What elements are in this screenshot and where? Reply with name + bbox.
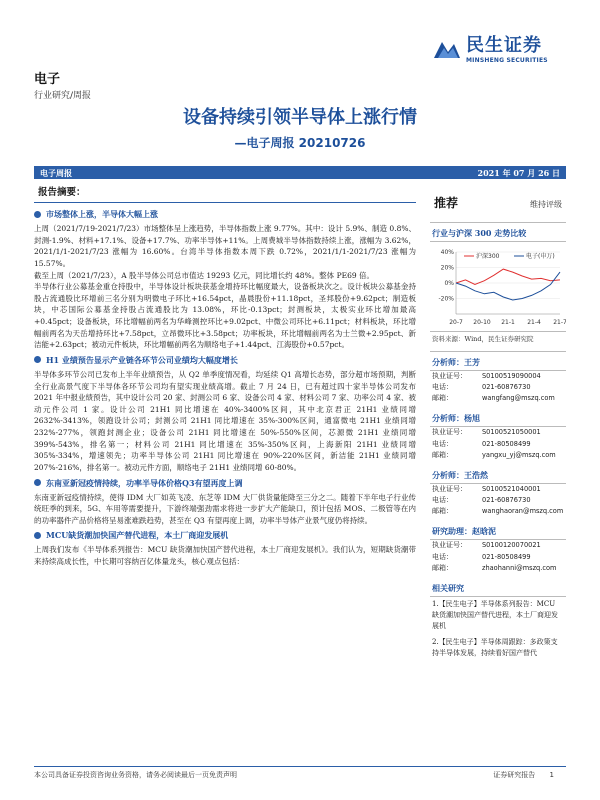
section-heading: H1 业绩预告显示产业链各环节公司业绩均大幅度增长 <box>34 354 416 366</box>
section-paragraph: 东南亚新冠疫情持续，使得 IDM 大厂如英飞凌、东芝等 IDM 大厂供货量能降至三分之二。随着下半年电子行业传统旺季的到来，5G、车用等需要提升，下游终端强劲需求将进一步扩大产能缺口，预计包括 MOS、二极管等在内的功率器件产品价格将呈易涨难跌趋势，甚至在 Q3 有望再度上调，功率半导体产业景气度仍将持续。 <box>34 492 416 525</box>
report-title: 设备持续引领半导体上涨行情 <box>183 107 417 128</box>
trend-chart-svg <box>430 242 566 332</box>
analyst-tel: 021-80508499 <box>482 552 531 561</box>
chart-y-tick-label: 0% <box>444 280 454 287</box>
rating-row <box>430 186 566 223</box>
related-item[interactable]: 1.【民生电子】半导体系列报告：MCU 缺货潮加快国产替代进程，本土厂商迎发展机 <box>432 600 558 631</box>
analyst-block: 分析师：王浩然 执业证号： S0100521040001 电话： 021-60876730 邮箱： wanghaoran@mszq.com <box>430 465 566 522</box>
summary-divider <box>34 202 416 203</box>
brand-name-cn: 民生证券 <box>466 35 542 56</box>
section-heading: 东南亚新冠疫情持续，功率半导体价格Q3有望再度上调 <box>34 477 416 489</box>
bar-report-date: 2021 年 07 月 26 日 <box>477 167 560 178</box>
bullet-icon <box>34 211 41 218</box>
summary-title: 报告摘要： <box>38 187 86 198</box>
analyst-tel: 021-60876730 <box>482 496 531 505</box>
bullet-icon <box>34 356 41 363</box>
analyst-cert: S0100521050001 <box>482 428 541 437</box>
footer-right <box>493 770 554 781</box>
brand-logo <box>432 36 548 65</box>
sidebar-panel <box>430 186 566 661</box>
chart-x-tick-label: 21-1 <box>501 319 515 326</box>
bullet-icon <box>34 479 41 486</box>
analyst-cert: S0100521040001 <box>482 484 541 493</box>
report-info-bar <box>34 166 566 179</box>
summary-body <box>34 205 416 568</box>
analyst-heading: 分析师：杨旭 <box>430 408 566 427</box>
analyst-tel: 021-60876730 <box>482 382 531 391</box>
analyst-cert: S0100120070021 <box>482 541 541 550</box>
section-paragraph: 截至上周（2021/7/23），A 股半导体公司总市值达 19293 亿元，同比增长约 48%。整体 PE69 倍。 <box>34 270 375 280</box>
analyst-email[interactable]: zhaohanni@mszq.com <box>482 563 557 572</box>
analyst-email[interactable]: wangfang@mszq.com <box>482 394 555 403</box>
industry-label: 电子 <box>34 72 61 87</box>
footer-divider <box>34 766 566 767</box>
analyst-block: 分析师：杨旭 执业证号： S0100521050001 电话： 021-80508499 邮箱： yangxu_yj@mszq.com <box>430 408 566 465</box>
chart-x-tick-label: 20-10 <box>473 319 491 326</box>
brand-name-en: MINSHENG SECURITIES <box>466 56 548 64</box>
analyst-list <box>430 352 566 578</box>
chart-legend-label: 沪深300 <box>476 253 500 260</box>
rating-main: 推荐 <box>434 196 459 210</box>
section-heading: MCU缺货潮加快国产替代进程，本土厂商迎发展机 <box>34 529 416 541</box>
analyst-cert: S0100519090004 <box>482 371 541 380</box>
section-paragraph: 上周我们发布《半导体系列报告：MCU 缺货潮加快国产替代进程，本土厂商迎发展机》。我们认为，短期缺货潮带来持续高成长性，中长期可容纳百亿体量龙头，核心观点包括： <box>34 545 416 566</box>
chart-series-line <box>456 269 560 284</box>
chart-series-line <box>456 272 560 300</box>
analyst-email[interactable]: yangxu_yj@mszq.com <box>482 450 556 459</box>
analyst-email[interactable]: wanghaoran@mszq.com <box>482 507 564 516</box>
chart-y-tick-label: 20% <box>440 264 454 272</box>
bar-report-name: 电子周报 <box>40 167 72 178</box>
footer-disclaimer: 本公司具备证券投资咨询业务资格，请务必阅读最后一页免责声明 <box>34 771 237 779</box>
report-subtitle: —电子周报 20210726 <box>234 136 366 150</box>
related-heading: 相关研究 <box>430 578 566 597</box>
related-item[interactable]: 2.【民生电子】半导体周跟踪：多政策支持半导体发展，持续看好国产替代 <box>432 637 558 657</box>
rating-sub: 维持评级 <box>530 200 562 209</box>
section-paragraph: 上周（2021/7/19-2021/7/23）市场整体呈上涨趋势，半导体指数上涨 9.77%。其中：设计 5.9%、制造 0.8%、封测-1.9%、材料+17.1%、设备+17.7%、功率半导体+11%。上周费城半导体指数持续上涨，涨幅为 3.62%，2021/1/1-2021/7/23 涨幅为 16.60%。台湾半导体指数本周下跌 0.72%，2021/1/1-2021/7/23 涨幅为 15.57%。 <box>34 224 416 268</box>
chart-y-tick-label: -20% <box>438 295 454 303</box>
section-paragraph: 半导体多环节公司已发布上半年业绩预告，从 Q2 单季度情况看，均延续 Q1 高增长态势，部分超市场预期，判断全行业高景气度下半导体各环节公司均有望实现业绩高增。截止 7 月 24 日，已有超过四十家半导体公司发布 2021 年中报业绩预告，其中设计公司 20 家、封测公司 6 家、设备公司 4 家、材料公司 7 家、功率公司 4 家、被动元件公司 1 家。设计公司 21H1 同比增速在 40%-3400%区间，其中北京君正 21H1 业绩同增 2632%-3413%，领跑设计公司；封测公司 21H1 同比增速在 35%-300%区间，通富微电 21H1 业绩同增 232%-277%，领跑封测企业；设备公司 21H1 同比增速在 50%-550%区间，芯源微 21H1 业绩同增 399%-543%，排名第一；材料公司 21H1 同比增速在 35%-350%区间，上海新阳 21H1 业绩同增 305%-334%，增速领先；功率半导体公司 21H1 同比增速在 90%-220%区间，新洁能 21H1 业绩同增 207%-216%，排名第一。被动元件方面，顺络电子 21H1 业绩同增 60-80%。 <box>34 369 416 472</box>
chart-heading: 行业与沪深 300 走势比较 <box>430 223 566 242</box>
chart-legend-label: 电子(申万) <box>526 253 555 260</box>
analyst-tel: 021-80508499 <box>482 439 531 448</box>
analyst-block: 分析师：王芳 执业证号： S0100519090004 电话： 021-60876730 邮箱： wangfang@mszq.com <box>430 352 566 409</box>
analyst-heading: 分析师：王浩然 <box>430 465 566 484</box>
section-heading: 市场整体上涨，半导体大幅上涨 <box>34 208 416 220</box>
chart-y-tick-label: 40% <box>440 249 454 256</box>
chart-x-tick-label: 20-7 <box>449 319 463 326</box>
section-paragraph: 半导体行业公募基金重仓持股中，半导体设计板块获基金增持环比幅度最大，设备板块次之。设计板块公募基金持股占流通股比环增前三名分别为明微电子环比+16.54pct，晶晨股份+11.18pct，圣邦股份+9.62pct；制造板块，中芯国际公募基金持股占流通股比为 13.08%，环比-0.13pct；封测板块，太极实业环比增加最高+0.45pct；设备板块，环比增幅前两名为华峰测控环比+9.02pct、中微公司环比+6.11pct；材料板块，环比增幅前两名为天岳增持环比+7.58pct，立昂微环比+3.58pct；功率板块，环比增幅前两名为士兰微+2.95pct、新洁能+2.63pct；被动元件板块，环比增幅前两名为顺络电子+1.44pct、江海股份+0.57pct。 <box>34 282 416 350</box>
analyst-heading: 分析师：王芳 <box>430 352 566 371</box>
bullet-icon <box>34 532 41 539</box>
trend-chart <box>430 242 566 332</box>
analyst-block: 研究助理：赵晗泥 执业证号： S0100120070021 电话： 021-80508499 邮箱： zhaohanni@mszq.com <box>430 521 566 578</box>
chart-x-tick-label: 21-7 <box>553 319 566 326</box>
chart-x-tick-label: 21-4 <box>527 319 541 326</box>
page-number: 1 <box>549 771 554 779</box>
analyst-heading: 研究助理：赵晗泥 <box>430 521 566 540</box>
report-type-label: 行业研究/周报 <box>34 91 92 101</box>
chart-source: 资料来源：Wind，民生证券研究院 <box>430 332 566 352</box>
footer-doc-type: 证券研究报告 <box>493 771 536 779</box>
minsheng-logo-icon <box>432 38 462 62</box>
